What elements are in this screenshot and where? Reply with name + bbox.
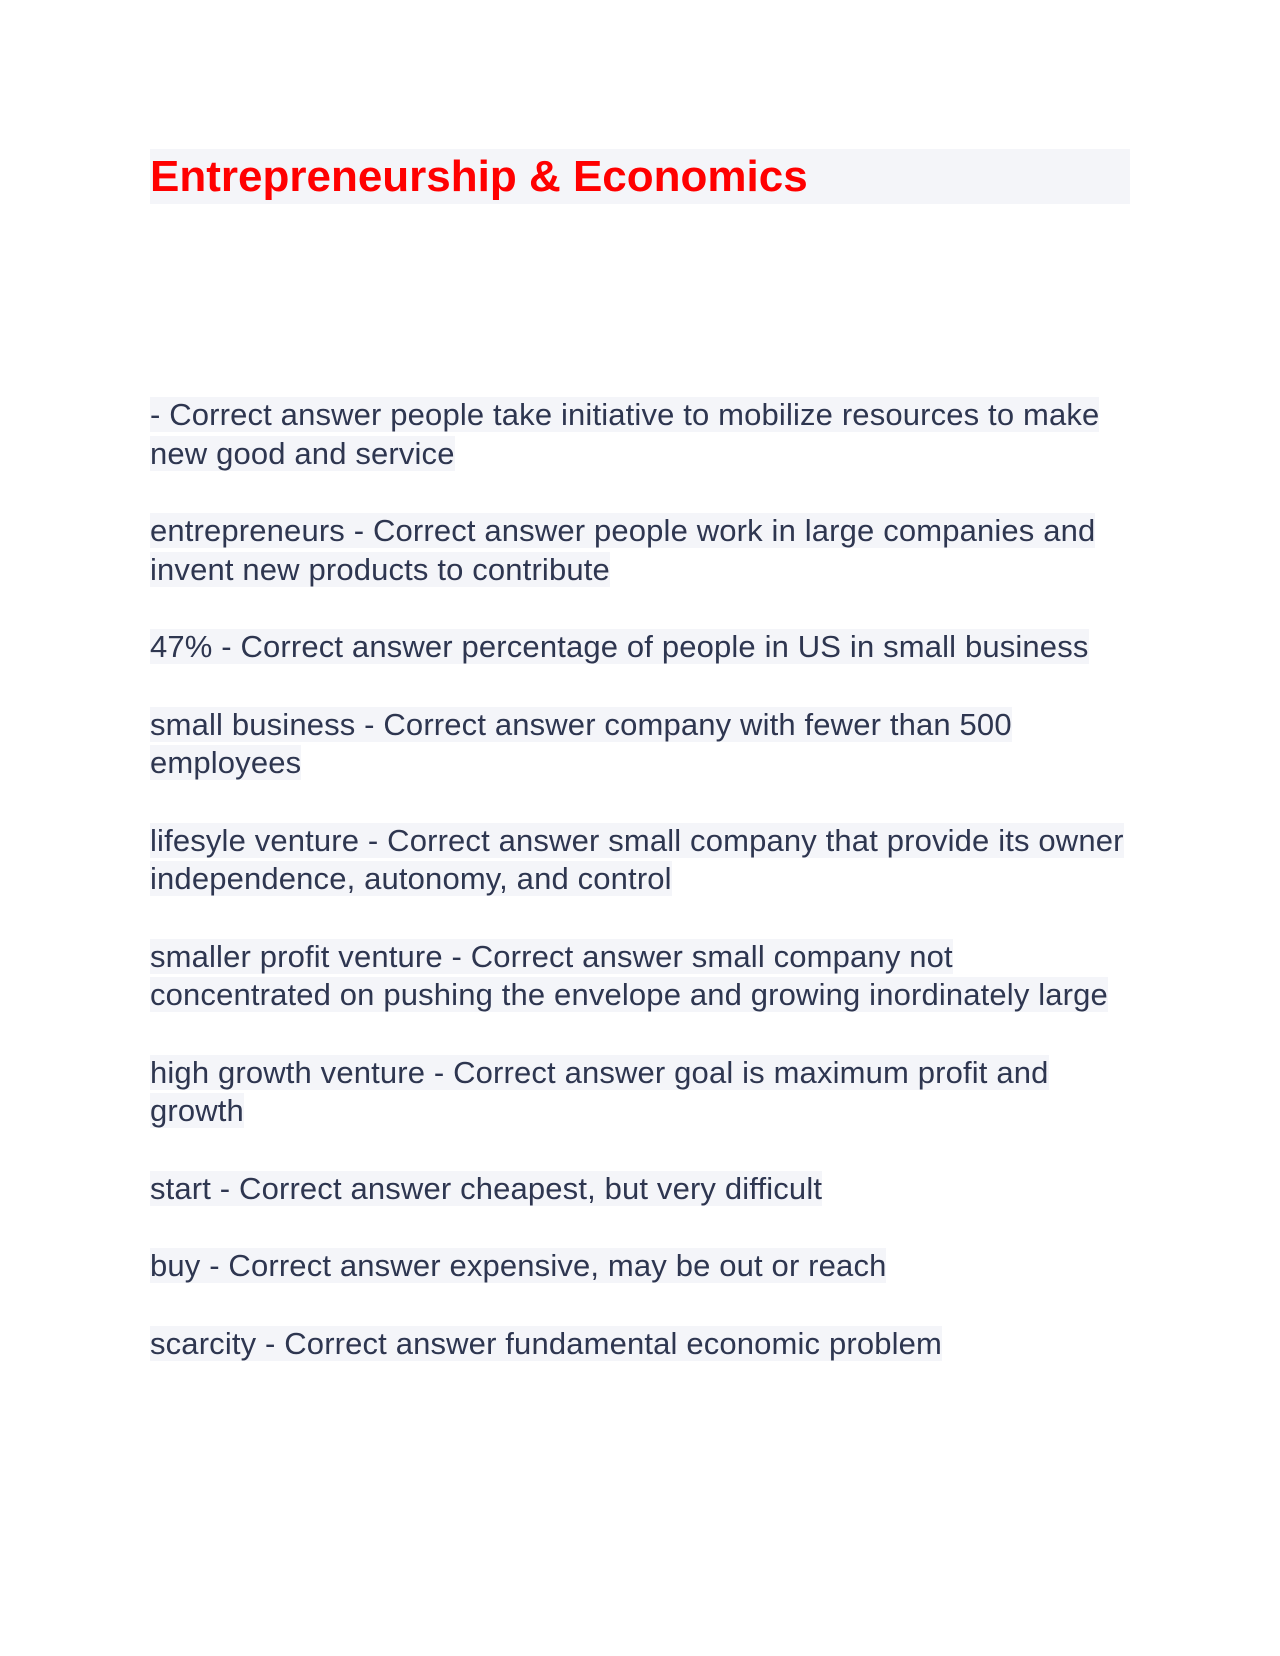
flashcard-entry-text: start - Correct answer cheapest, but very difficult [150, 1170, 823, 1206]
flashcard-entry [150, 938, 1140, 1015]
flashcard-entry-text: - Correct answer people take initiative to mobilize resources to make new good and service [150, 397, 1100, 471]
flashcard-entry [150, 1247, 1140, 1286]
flashcard-entry-text: lifesyle venture - Correct answer small company that provide its owner independence, autonomy, and control [150, 822, 1124, 896]
flashcard-entry-text: small business - Correct answer company with fewer than 500 employees [150, 706, 1012, 780]
flashcard-entry [150, 706, 1140, 783]
page-title: Entrepreneurship & Economics [150, 152, 808, 201]
flashcard-entry-text: 47% - Correct answer percentage of people in US in small business [150, 629, 1089, 664]
flashcard-entry-text: buy - Correct answer expensive, may be out or reach [150, 1248, 887, 1283]
flashcard-entry [150, 822, 1140, 899]
flashcard-entry [150, 628, 1140, 667]
flashcard-entry [150, 1170, 1140, 1209]
flashcard-list [150, 396, 1140, 1402]
flashcard-entry [150, 512, 1140, 589]
flashcard-entry [150, 1325, 1140, 1364]
flashcard-entry-text: smaller profit venture - Correct answer small company not concentrated on pushing the envelope and growing inordinately large [150, 938, 1108, 1012]
flashcard-entry-text: high growth venture - Correct answer goal is maximum profit and growth [150, 1054, 1049, 1128]
flashcard-entry-text: entrepreneurs - Correct answer people work in large companies and invent new products to contribute [150, 513, 1096, 587]
flashcard-entry [150, 396, 1140, 473]
flashcard-entry-text: scarcity - Correct answer fundamental economic problem [150, 1325, 943, 1361]
flashcard-entry [150, 1054, 1140, 1131]
title-highlight [150, 149, 1130, 204]
